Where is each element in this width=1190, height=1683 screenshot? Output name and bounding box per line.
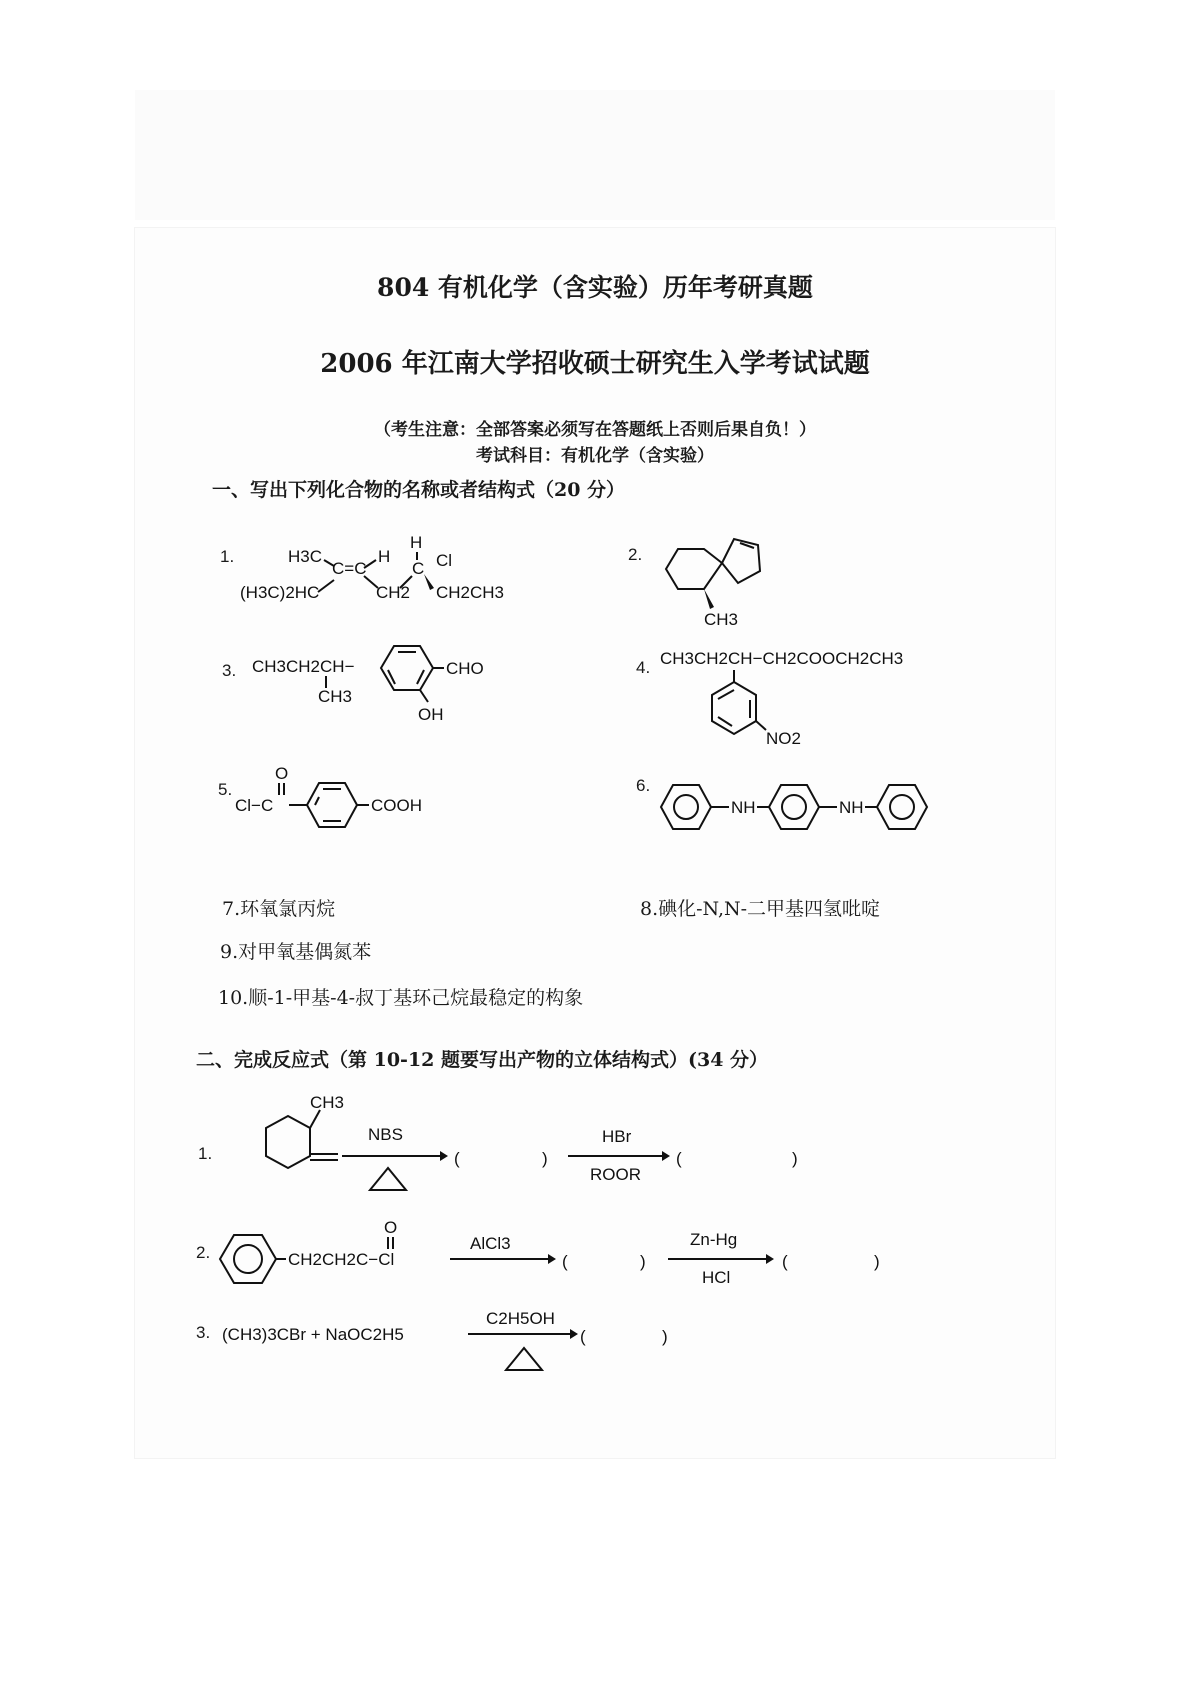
reaction-2 <box>220 1215 900 1305</box>
s2-cyclohexane <box>666 549 722 589</box>
q10-text: 10.顺-1-甲基-4-叔丁基环己烷最稳定的构象 <box>218 987 584 1009</box>
s6-ring-right <box>877 785 927 829</box>
s4-no2: NO2 <box>766 729 801 748</box>
section1-heading: 一、写出下列化合物的名称或者结构式（20 分） <box>212 479 626 501</box>
r2-arrow2-head <box>766 1254 774 1264</box>
structure-2-spiro <box>660 525 800 630</box>
q5-number: 5. <box>218 780 233 799</box>
r2-benzene-inner <box>234 1245 262 1273</box>
q7-text: 7.环氧氯丙烷 <box>222 898 336 920</box>
s6-ring-middle <box>769 785 819 829</box>
exam-title: 2006 年江南大学招收硕士研究生入学考试试题 <box>320 349 870 379</box>
r1-arrow2-head <box>662 1151 670 1161</box>
s6-nh2: NH <box>839 798 864 817</box>
s1-ih: (H3C)2HC <box>240 583 320 602</box>
r2-number: 2. <box>196 1243 211 1262</box>
exam-notice: （考生注意：全部答案必须写在答题纸上否则后果自负！） <box>374 420 816 440</box>
s1-ch2: CH2 <box>376 583 411 602</box>
r1-heat-icon <box>370 1168 406 1190</box>
r3-number: 3. <box>196 1323 211 1342</box>
r1-cyclohexane <box>266 1116 310 1168</box>
s3-oh: OH <box>418 705 444 724</box>
structure-5-acid-chloride <box>235 755 465 835</box>
section2-heading: 二、完成反应式（第 10-12 题要写出产物的立体结构式）(34 分） <box>196 1049 769 1071</box>
s6-nh1: NH <box>731 798 756 817</box>
s3-chain: CH3CH2CH− <box>252 657 355 676</box>
r3-reactants: (CH3)3CBr + NaOC2H5 <box>222 1325 404 1344</box>
s1-bond <box>364 576 378 588</box>
r2-paren-close2: ) <box>874 1252 880 1271</box>
r2-reagent1: AlCl3 <box>470 1234 511 1253</box>
s1-bond <box>318 580 334 592</box>
q6-number: 6. <box>636 776 651 795</box>
r2-paren-open: ( <box>562 1252 568 1271</box>
s6-ring-middle-inner <box>782 795 806 819</box>
reaction-1 <box>222 1093 822 1208</box>
r1-number: 1. <box>198 1144 213 1163</box>
r3-reagent: C2H5OH <box>486 1309 555 1328</box>
r1-reagent1: NBS <box>368 1125 403 1144</box>
q9-text: 9.对甲氧基偶氮苯 <box>220 941 372 963</box>
r1-paren-close2: ) <box>792 1149 798 1168</box>
q2-number: 2. <box>628 545 643 564</box>
r3-paren-close: ) <box>662 1327 668 1346</box>
s2-cyclopentene <box>722 539 760 583</box>
r2-arrow1-head <box>548 1254 556 1264</box>
r2-chain: CH2CH2C−Cl <box>288 1250 395 1269</box>
r2-reagent2: Zn-Hg <box>690 1230 738 1249</box>
s1-h2: H <box>410 533 423 552</box>
s1-c: C <box>412 559 425 578</box>
s6-ring-left-inner <box>674 795 698 819</box>
s3-bond <box>420 690 428 702</box>
s1-cl: Cl <box>436 551 453 570</box>
s1-h3c: H3C <box>288 547 323 566</box>
s6-ring-left <box>661 785 711 829</box>
r1-arrow1-head <box>440 1151 448 1161</box>
exam-subject: 考试科目：有机化学（含实验） <box>476 446 714 466</box>
s1-wedge <box>424 574 434 590</box>
s5-clc: Cl−C <box>235 796 274 815</box>
r1-methyl: CH3 <box>310 1093 345 1112</box>
s4-bond <box>756 721 766 730</box>
q8-text: 8.碘化-N,N-二甲基四氢吡啶 <box>640 898 881 920</box>
r3-heat-icon <box>506 1348 542 1370</box>
s1-cc: C=C <box>332 559 367 578</box>
s2-wedge <box>704 589 714 609</box>
r1-paren-open2: ( <box>676 1149 682 1168</box>
s4-chain: CH3CH2CH−CH2COOCH2CH3 <box>660 649 904 668</box>
r1-condition2: ROOR <box>590 1165 641 1184</box>
r2-o: O <box>384 1218 398 1237</box>
r1-bond <box>310 1110 320 1128</box>
scan-background-top <box>135 90 1055 220</box>
structure-6-diphenylamine <box>655 775 955 845</box>
r1-paren-open: ( <box>454 1149 460 1168</box>
r3-paren-open: ( <box>580 1327 586 1346</box>
s5-o: O <box>275 764 289 783</box>
s4-inner-bond <box>718 690 734 699</box>
s3-inner-bond <box>417 670 424 684</box>
s3-cho: CHO <box>446 659 484 678</box>
s1-h: H <box>378 547 391 566</box>
r2-condition2: HCl <box>702 1268 731 1287</box>
structure-1-alkene <box>240 530 520 610</box>
s1-et: CH2CH3 <box>436 583 505 602</box>
r2-benzene-ring <box>220 1235 276 1283</box>
s3-branch: CH3 <box>318 687 353 706</box>
r2-paren-open2: ( <box>782 1252 788 1271</box>
r3-arrow-head <box>570 1329 578 1339</box>
q3-number: 3. <box>222 661 237 680</box>
r1-paren-close: ) <box>542 1149 548 1168</box>
r2-paren-close: ) <box>640 1252 646 1271</box>
s5-inner-bond <box>315 797 319 805</box>
r1-reagent2: HBr <box>602 1127 632 1146</box>
s2-methyl: CH3 <box>704 610 739 629</box>
structure-4-ester <box>660 640 940 760</box>
s6-ring-right-inner <box>890 795 914 819</box>
q4-number: 4. <box>636 658 651 677</box>
s5-cooh: COOH <box>371 796 422 815</box>
q1-number: 1. <box>220 547 235 566</box>
reaction-3 <box>222 1300 702 1380</box>
document-title: 804 有机化学（含实验）历年考研真题 <box>377 273 813 302</box>
structure-3-aromatic-aldehyde <box>252 630 522 730</box>
